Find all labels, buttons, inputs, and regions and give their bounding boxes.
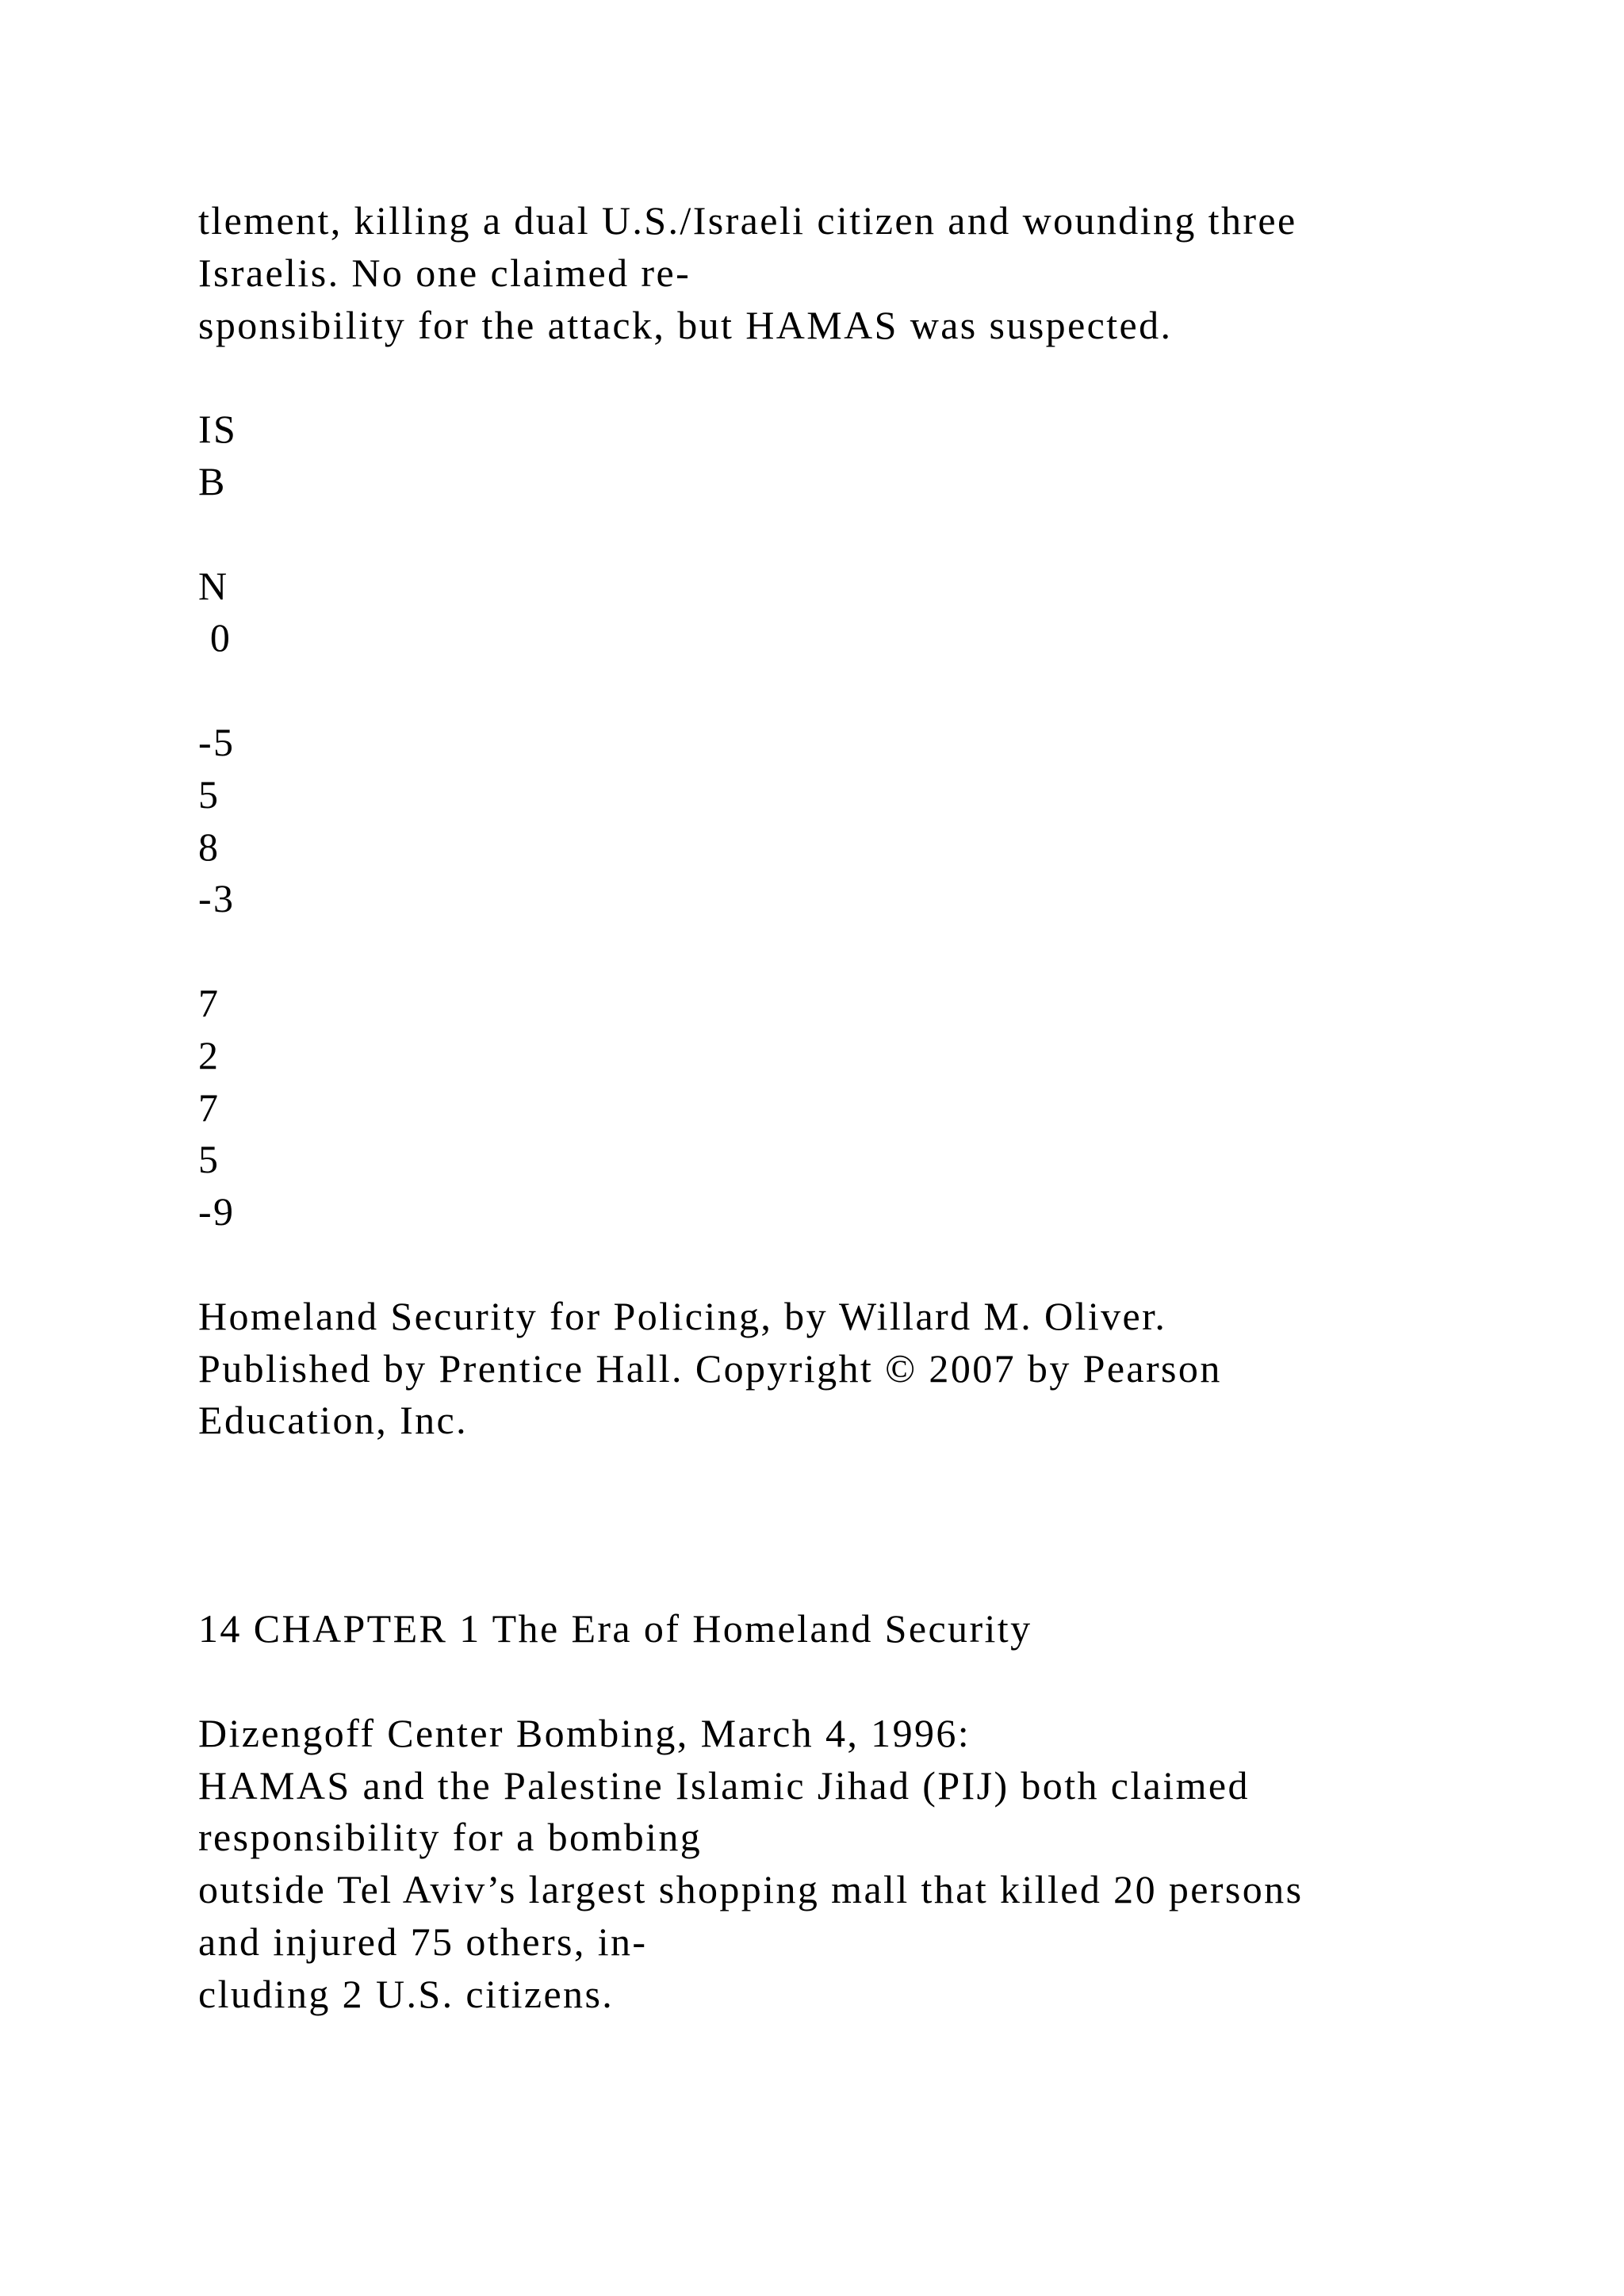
isbn-fragment-group-2	[198, 561, 1546, 665]
text-line: responsibility for a bombing	[198, 1815, 703, 1860]
text-line: HAMAS and the Palestine Islamic Jihad (PIJ) both claimed	[198, 1762, 1250, 1808]
spacer	[198, 1238, 1546, 1291]
text-line: Israelis. No one claimed re-	[198, 250, 691, 295]
isbn-fragment: IS	[198, 407, 238, 452]
spacer	[198, 351, 1546, 404]
spacer	[198, 1447, 1546, 1603]
section-heading: Dizengoff Center Bombing, March 4, 1996:	[198, 1710, 971, 1755]
text-line: tlement, killing a dual U.S./Israeli citizen and wounding three	[198, 198, 1297, 243]
isbn-fragment: 2	[198, 1032, 220, 1077]
isbn-fragment: 7	[198, 980, 220, 1025]
running-header: 14 CHAPTER 1 The Era of Homeland Security	[198, 1606, 1032, 1651]
text-line: sponsibility for the attack, but HAMAS was suspected.	[198, 302, 1173, 347]
copyright-line: Published by Prentice Hall. Copyright © 2007 by Pearson	[198, 1345, 1222, 1391]
isbn-fragment: -9	[198, 1189, 236, 1234]
text-line: outside Tel Aviv’s largest shopping mall that killed 20 persons	[198, 1867, 1304, 1912]
document-page	[198, 195, 1546, 2021]
isbn-fragment-group-1	[198, 404, 1546, 508]
isbn-fragment: 8	[198, 824, 220, 869]
isbn-fragment: -3	[198, 876, 236, 921]
section-paragraph	[198, 1708, 1546, 2021]
isbn-fragment: -5	[198, 719, 236, 764]
isbn-fragment: N	[198, 563, 229, 608]
isbn-fragment: 7	[198, 1085, 220, 1130]
isbn-fragment: B	[198, 458, 227, 503]
spacer	[198, 1655, 1546, 1708]
copyright-notice	[198, 1291, 1546, 1447]
copyright-line: Education, Inc.	[198, 1398, 469, 1443]
text-line: cluding 2 U.S. citizens.	[198, 1971, 615, 2016]
isbn-fragment: 5	[198, 1137, 220, 1182]
isbn-fragment-group-3	[198, 717, 1546, 925]
spacer	[198, 508, 1546, 561]
isbn-fragment-group-4	[198, 978, 1546, 1238]
intro-paragraph	[198, 195, 1546, 351]
text-line: and injured 75 others, in-	[198, 1919, 648, 1964]
copyright-line: Homeland Security for Policing, by Willard M. Oliver.	[198, 1293, 1167, 1338]
spacer	[198, 925, 1546, 978]
isbn-fragment: 0	[198, 615, 232, 660]
isbn-fragment: 5	[198, 771, 220, 817]
spacer	[198, 664, 1546, 717]
